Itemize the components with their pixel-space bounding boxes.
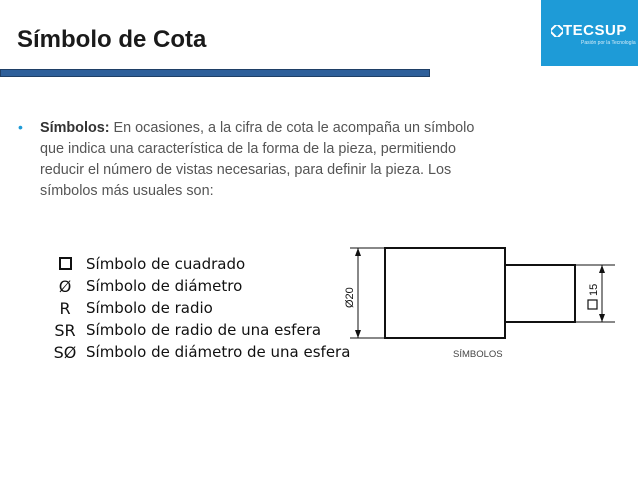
symbol-label: Símbolo de cuadrado: [86, 255, 246, 273]
symbol-row: [50, 319, 350, 341]
dim-left-label: Ø20: [344, 287, 356, 308]
symbol-label: Símbolo de radio de una esfera: [86, 321, 322, 339]
symbol-row: [50, 341, 350, 363]
logo-text: TECSUP: [563, 22, 627, 39]
symbol-label: Símbolo de radio: [86, 299, 213, 317]
symbol-list: [50, 253, 350, 363]
symbols-paragraph: [40, 118, 480, 202]
logo-mark-icon: [551, 25, 563, 37]
page-title: Símbolo de Cota: [17, 26, 207, 53]
bullet-text: En ocasiones, a la cifra de cota le acompaña un símbolo que indica una característica de la forma de la pieza, permitiendo reducir el número de vistas necesarias, para definir la pieza. Los símbolos más usuales son:: [40, 120, 475, 199]
symbol-glyph: SØ: [53, 342, 77, 362]
symbol-glyph: Ø: [58, 276, 72, 296]
tecsup-logo: [541, 0, 638, 66]
symbol-label: Símbolo de diámetro de una esfera: [86, 343, 351, 361]
bullet-icon: •: [18, 119, 23, 135]
dim-square-icon: [588, 300, 597, 309]
large-block: [385, 248, 505, 338]
symbol-glyph: R: [59, 298, 71, 318]
square-symbol: [50, 255, 80, 274]
symbol-label: Símbolo de diámetro: [86, 277, 243, 295]
symbol-row: [50, 275, 350, 297]
dim-right-label: 15: [588, 283, 600, 296]
symbol-row: [50, 297, 350, 319]
drawing-caption: SÍMBOLOS: [453, 349, 503, 360]
small-block: [505, 265, 575, 322]
bullet-label: Símbolos:: [40, 120, 110, 136]
symbol-glyph: SR: [54, 320, 76, 340]
title-underline-bar: [0, 69, 430, 77]
symbol-row: [50, 253, 350, 275]
dimension-drawing: [330, 240, 620, 350]
square-icon: [59, 257, 72, 270]
logo-tagline: Pasión por la Tecnología: [581, 40, 636, 46]
